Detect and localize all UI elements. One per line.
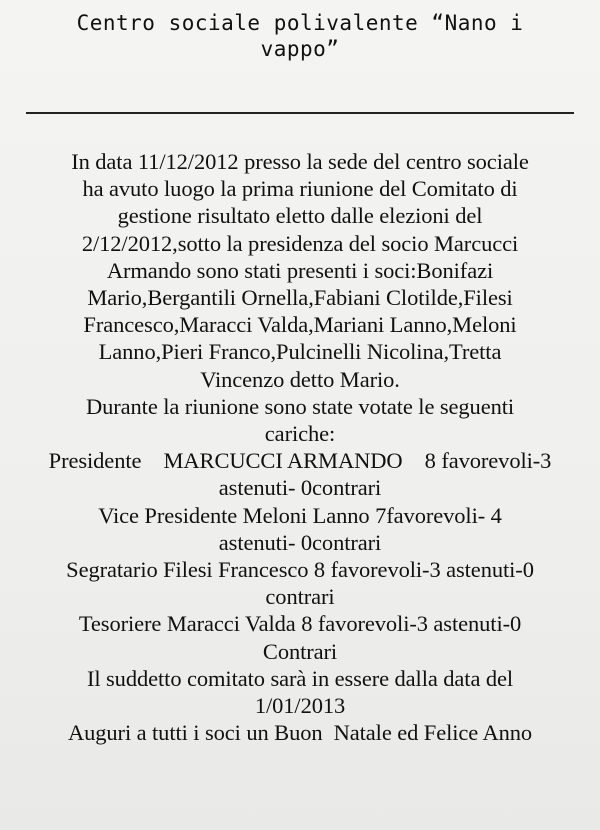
paragraph-presidente: Presidente MARCUCCI ARMANDO 8 favorevoli-3 astenuti- 0contrari [48, 448, 552, 501]
paragraph-auguri: Auguri a tutti i soci un Buon Natale ed Felice Anno [67, 720, 533, 746]
paragraph-comitato-date: Il suddetto comitato sarà in essere dalla data del 1/01/2013 [86, 665, 514, 719]
paragraph-meeting-summary: In data 11/12/2012 presso la sede del centro sociale ha avuto luogo la prima riunione del Comitato di gestione risultato eletto dalle elezioni del 2/12/2012,sotto la presidenza del socio Marcucci Armando sono stati presenti i soci:Bonifazi Mario,Bergantili Ornella,Fabiani Clotilde,Filesi Francesco,Maracci Valda,Mariani Lanno,Meloni Lanno,Pieri Franco,Pulcinelli Nicolina,Tretta Vincenzo detto Mario. [71, 149, 529, 392]
paragraph-tesoriere: Tesoriere Maracci Valda 8 favorevoli-3 astenuti-0 Contrari [78, 611, 522, 664]
paragraph-segretario: Segratario Filesi Francesco 8 favorevoli-3 astenuti-0 contrari [66, 557, 534, 610]
title-divider [26, 112, 574, 114]
paragraph-votes-intro: Durante la riunione sono state votate le seguenti cariche: [85, 393, 515, 447]
document-body [20, 148, 580, 746]
paragraph-vice-presidente: Vice Presidente Meloni Lanno 7favorevoli- 4 astenuti- 0contrari [98, 502, 502, 555]
document-title: Centro sociale polivalente “Nano i vappo” [76, 11, 524, 61]
